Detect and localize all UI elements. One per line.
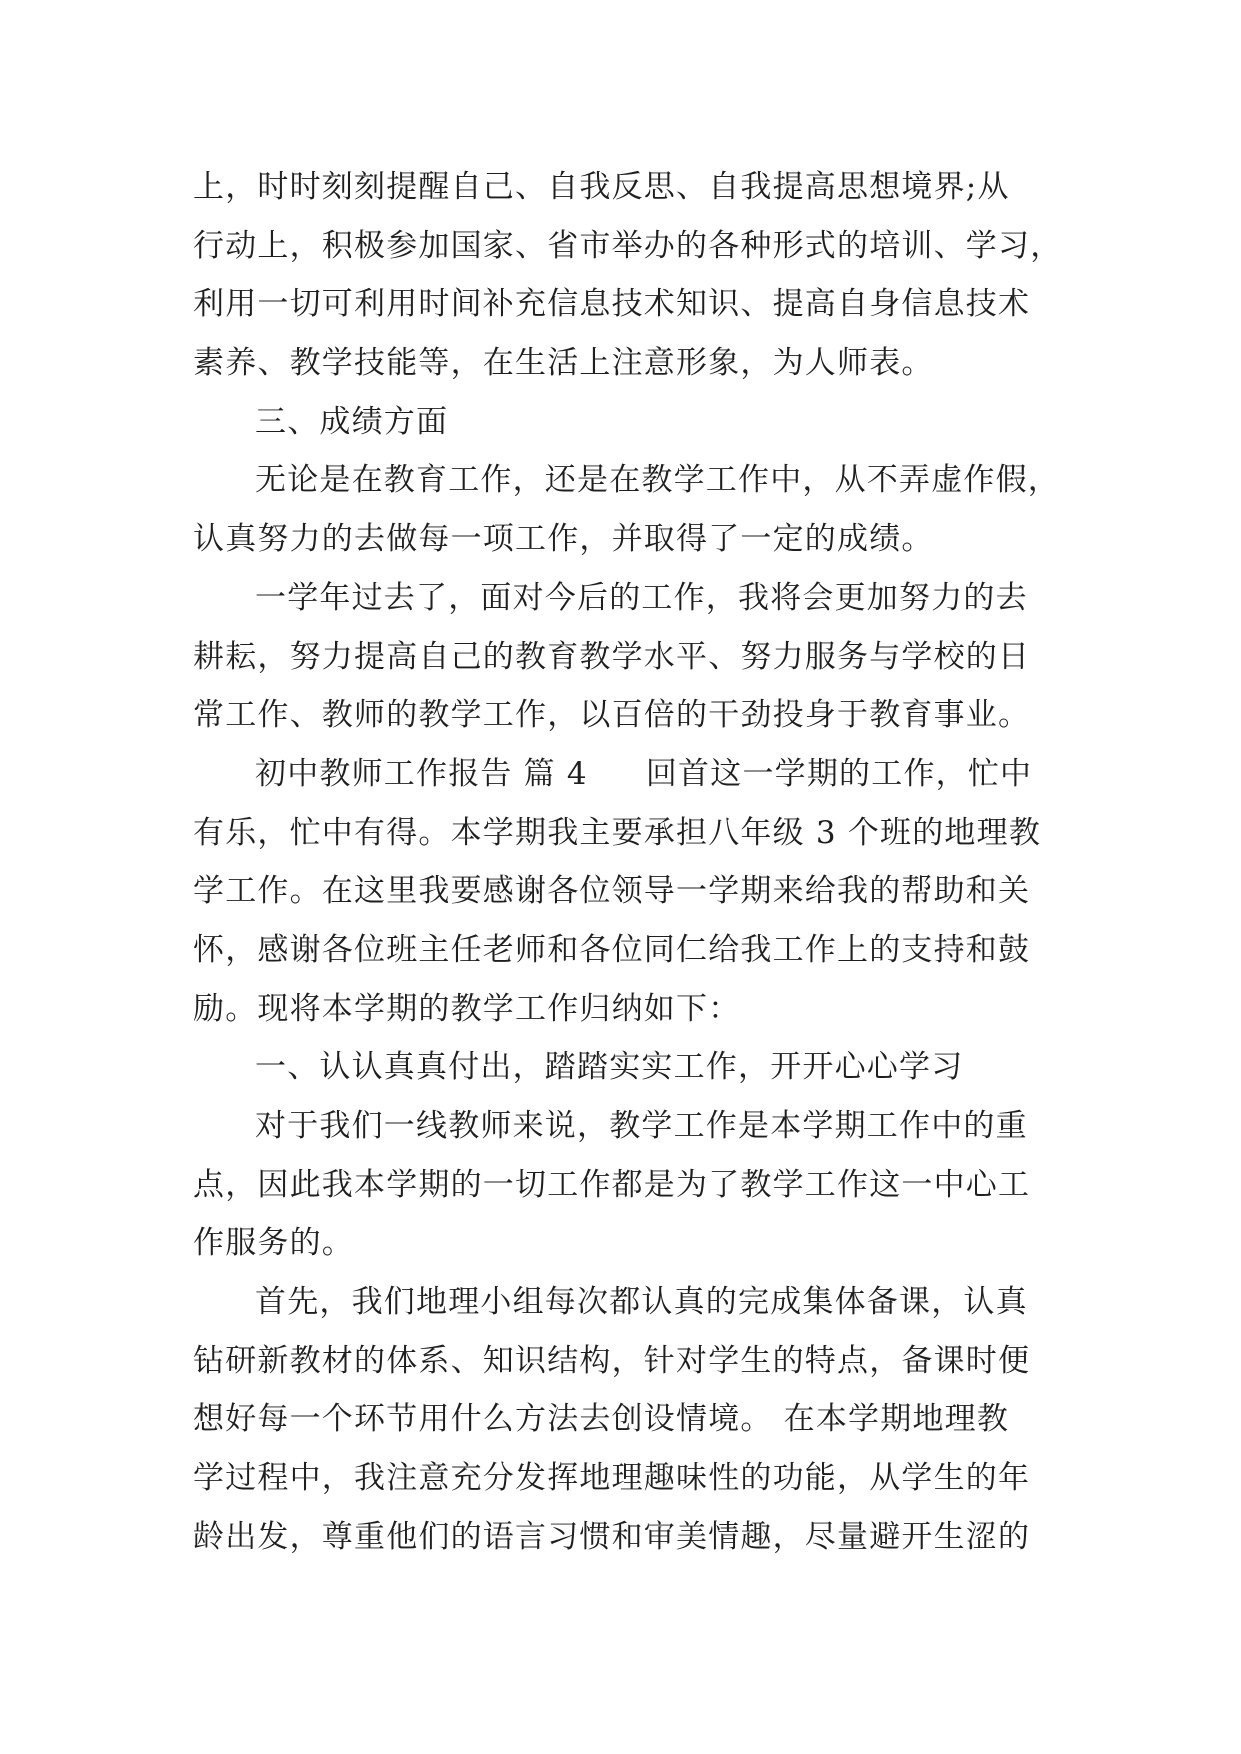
text-line: 首先，我们地理小组每次都认真的完成集体备课，认真 — [255, 1284, 1028, 1321]
text-line: 想好每一个环节用什么方法去创设情境。 在本学期地理教 — [193, 1401, 1010, 1438]
text-line — [193, 745, 1053, 804]
text-line: 励。现将本学期的教学工作归纳如下： — [193, 990, 741, 1027]
text-line: 龄出发，尊重他们的语言习惯和审美情趣，尽量避开生涩的 — [193, 1518, 1031, 1555]
section-heading: 三、成绩方面 — [255, 403, 449, 440]
text-line: 学过程中，我注意充分发挥地理趣味性的功能，从学生的年 — [193, 1460, 1031, 1497]
article-title: 初中教师工作报告 篇 4 — [255, 755, 588, 792]
text-line: 对于我们一线教师来说，教学工作是本学期工作中的重 — [255, 1108, 1028, 1144]
text-line: 耕耘，努力提高自己的教育教学水平、努力服务与学校的日 — [193, 638, 1031, 675]
text-line: 无论是在教育工作，还是在教学工作中，从不弄虚作假， — [255, 462, 1060, 499]
text-line: 作服务的。 — [193, 1225, 354, 1262]
text-line: 一学年过去了，面对今后的工作，我将会更加努力的去 — [255, 579, 1028, 616]
text-line: 素养、教学技能等，在生活上注意形象，为人师表。 — [193, 345, 934, 382]
section-heading: 一、认认真真付出，踏踏实实工作，开开心心学习 — [255, 1049, 964, 1086]
text-line: 行动上，积极参加国家、省市举办的各种形式的培训、学习， — [193, 227, 1063, 264]
text-line: 利用一切可利用时间补充信息技术知识、提高自身信息技术 — [193, 286, 1031, 323]
text-line: 点，因此我本学期的一切工作都是为了教学工作这一中心工 — [193, 1166, 1031, 1203]
document-body — [193, 158, 1063, 1567]
text-line: 钻研新教材的体系、知识结构，针对学生的特点，备课时便 — [193, 1342, 1031, 1379]
text-line: 认真努力的去做每一项工作，并取得了一定的成绩。 — [193, 521, 934, 558]
text-line: 常工作、教师的教学工作，以百倍的干劲投身于教育事业。 — [193, 697, 1031, 734]
text-line: 上，时时刻刻提醒自己、自我反思、自我提高思想境界;从 — [193, 169, 1010, 205]
text-line: 学工作。在这里我要感谢各位领导一学期来给我的帮助和关 — [193, 873, 1031, 910]
text-run: 回首这一学期的工作，忙中 — [645, 755, 1033, 792]
text-line: 有乐，忙中有得。本学期我主要承担八年级 3 个班的地理教 — [193, 814, 1042, 851]
text-line: 怀，感谢各位班主任老师和各位同仁给我工作上的支持和鼓 — [193, 931, 1031, 968]
